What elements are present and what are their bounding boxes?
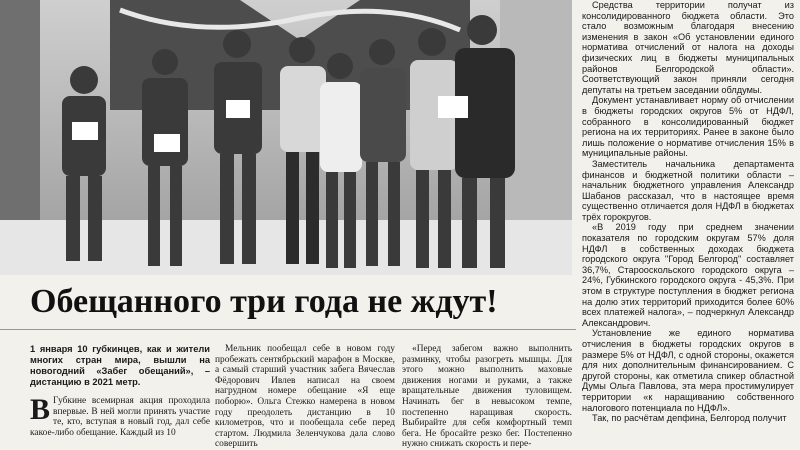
photo-illustration — [0, 0, 572, 275]
right-paragraph: «В 2019 году при среднем значении показателя по городским округам 57% доля НДФЛ в собственных доходах бюджета городского округа "Город Белгород" составляет 36,7%, Старооскольского городского округа – 24%, Губкинского городского округа - 45,3%. При этом в структуре поступления в бюджет региона на долю этих территорий приходится более 60% всех платежей налога», – подчеркнул Александр Александрович. — [582, 222, 794, 328]
article-column-c — [402, 344, 572, 450]
right-paragraph: Установление же единого норматива отчисления в бюджеты городских округов в размере 5% от НДФЛ, с одной стороны, окажется для них дополнительным финансированием. С другой стороны, как отметила спикер областной Думы Ольга Павлова, эта мера простимулирует территории «к наращиванию собственного налогового потенциала по НДФЛ». — [582, 328, 794, 413]
right-paragraph: Заместитель начальника департамента финансов и бюджетной политики области – начальник бюджетного управления Александр Шабанов рассказал, что в настоящее время существенно отличается доля НДФЛ в бюджетах трёх горокругов. — [582, 158, 794, 222]
divider — [0, 329, 576, 330]
column-a-paragraph — [30, 396, 210, 438]
article-column-b — [215, 344, 395, 450]
column-a-text: Губкине всемирная акция проходила впервые. В ней могли принять участие те, кто, вступая в новый год, дал себе какое-либо обещание. Каждый из 10 — [30, 396, 210, 438]
group-photo — [0, 0, 572, 275]
column-b-paragraph: Мельник пообещал себе в новом году пробежать сентябрьский марафон в Москве, а самый старший участник забега Вячеслав Фёдорович Ивлев написал на своем нагрудном номере обещание «Я еще поборю». Ольга Стежко намерена в новом году преодолеть дистанцию в 10 километров, что и пообещала себе перед стартом. Людмила Зеленчукова дала слово совершить — [215, 344, 395, 450]
right-paragraph: Средства территории получат из консолидированного бюджета области. Это стало возможным благодаря внесению изменения в закон «Об установлении единого норматива отчислений от налога на доходы физических лиц в бюджеты муниципальных районов Белгородской области». Соответствующий закон приняли сегодня депутаты на третьем заседании облдумы. — [582, 0, 794, 95]
column-c-paragraph: «Перед забегом важно выполнить разминку, чтобы разогреть мышцы. Для этого можно выполнить маховые движения ногами и руками, а также вращательные движения туловищем. Начинать бег в невысоком темпе, постепенно наращивая скорость. Выбирайте для себя комфортный темп бега. Не бросайте резко бег. Постепенно нужно снижать скорость и пере- — [402, 344, 572, 450]
article-column-a — [30, 396, 210, 450]
drop-cap: В — [30, 396, 51, 426]
article-headline: Обещанного три года не ждут! — [30, 283, 498, 320]
right-paragraph: Документ устанавливает норму об отчислении в бюджеты городских округов 5% от НДФЛ, собранного в консолидированный бюджет региона на их территориях. Ранее в законе было лишь положение о нормативе отчисления 15% в муниципальные районы. — [582, 95, 794, 159]
article-lead: 1 января 10 губкинцев, как и жители многих стран мира, вышли на новогодний «Забег обещаний», – дистанцию в 2021 метр. — [30, 344, 210, 387]
right-paragraph: Так, по расчётам депфина, Белгород получит — [592, 413, 787, 424]
right-article-column — [582, 0, 794, 450]
